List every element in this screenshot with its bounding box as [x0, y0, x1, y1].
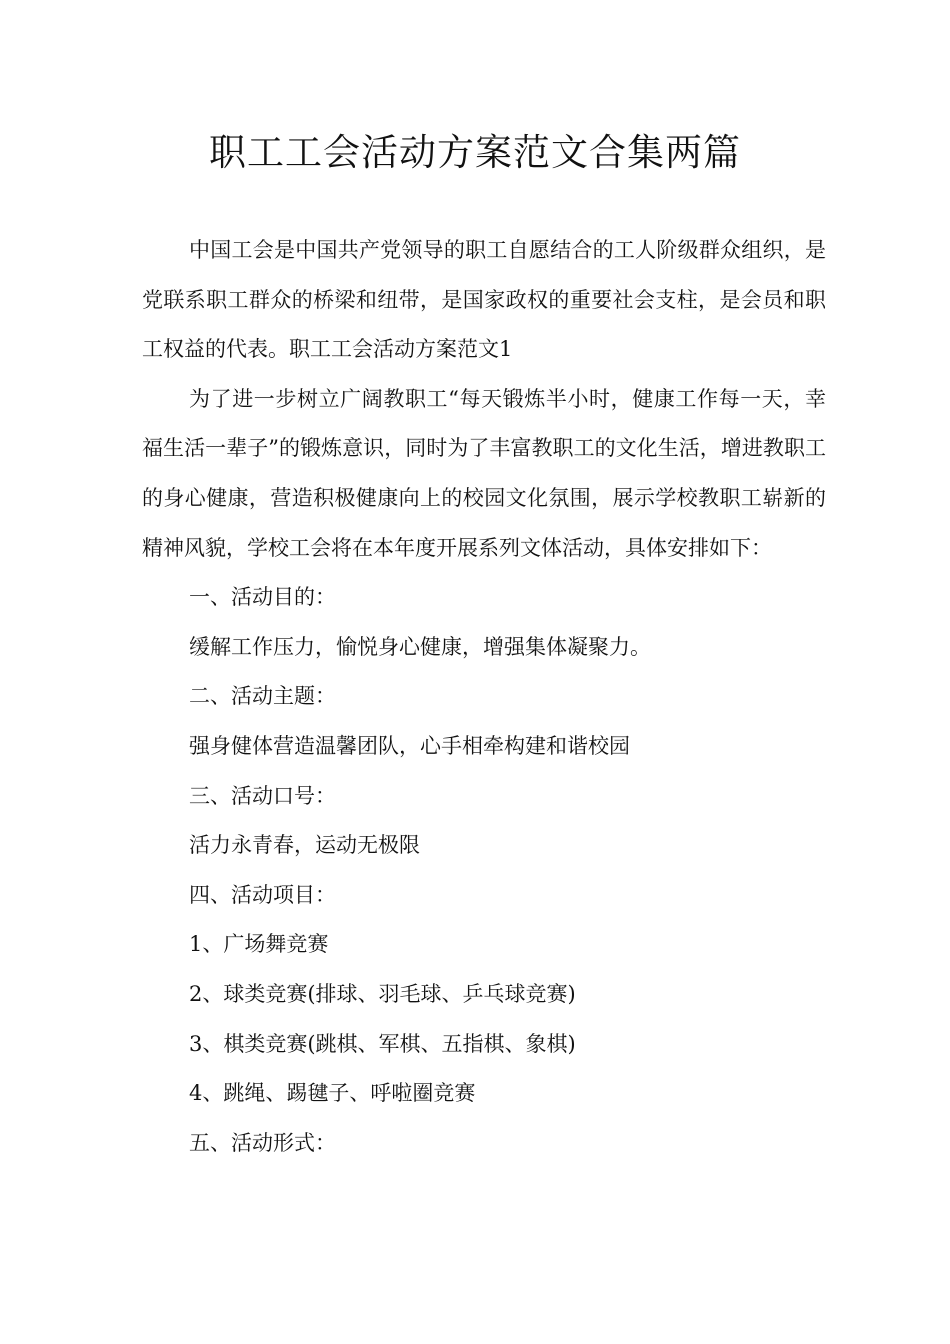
section-heading-format: 五、活动形式： — [189, 1130, 336, 1155]
paragraph-intro: 中国工会是中国共产党领导的职工自愿结合的工人阶级群众组织，是党联系职工群众的桥梁和纽带，是国家政权的重要社会支柱，是会员和职工权益的代表。职工工会活动方案范文1 — [142, 238, 826, 362]
list-item: 2、球类竞赛(排球、羽毛球、乒乓球竞赛) — [189, 981, 576, 1006]
paragraph-background: 为了进一步树立广阔教职工“每天锻炼半小时，健康工作每一天，幸福生活一辈子”的锻炼意识，同时为了丰富教职工的文化生活，增进教职工的身心健康，营造积极健康向上的校园文化氛围，展示学校教职工崭新的精神风貌，学校工会将在本年度开展系列文体活动，具体安排如下： — [142, 386, 826, 560]
document-body — [142, 226, 826, 1168]
list-item: 3、棋类竞赛(跳棋、军棋、五指棋、象棋) — [189, 1031, 576, 1056]
section-heading-theme: 二、活动主题： — [189, 684, 336, 709]
list-item: 4、跳绳、踢毽子、呼啦圈竞赛 — [189, 1081, 476, 1106]
paragraph-theme: 强身健体营造温馨团队，心手相牵构建和谐校园 — [189, 733, 630, 758]
paragraph-slogan: 活力永青春，运动无极限 — [189, 833, 420, 858]
list-item: 1、广场舞竞赛 — [189, 932, 329, 957]
section-heading-slogan: 三、活动口号： — [189, 783, 336, 808]
paragraph-purpose: 缓解工作压力，愉悦身心健康，增强集体凝聚力。 — [189, 634, 651, 659]
section-heading-events: 四、活动项目： — [189, 882, 336, 907]
section-heading-purpose: 一、活动目的： — [189, 585, 336, 610]
document-title: 职工工会活动方案范文合集两篇 — [209, 131, 741, 174]
